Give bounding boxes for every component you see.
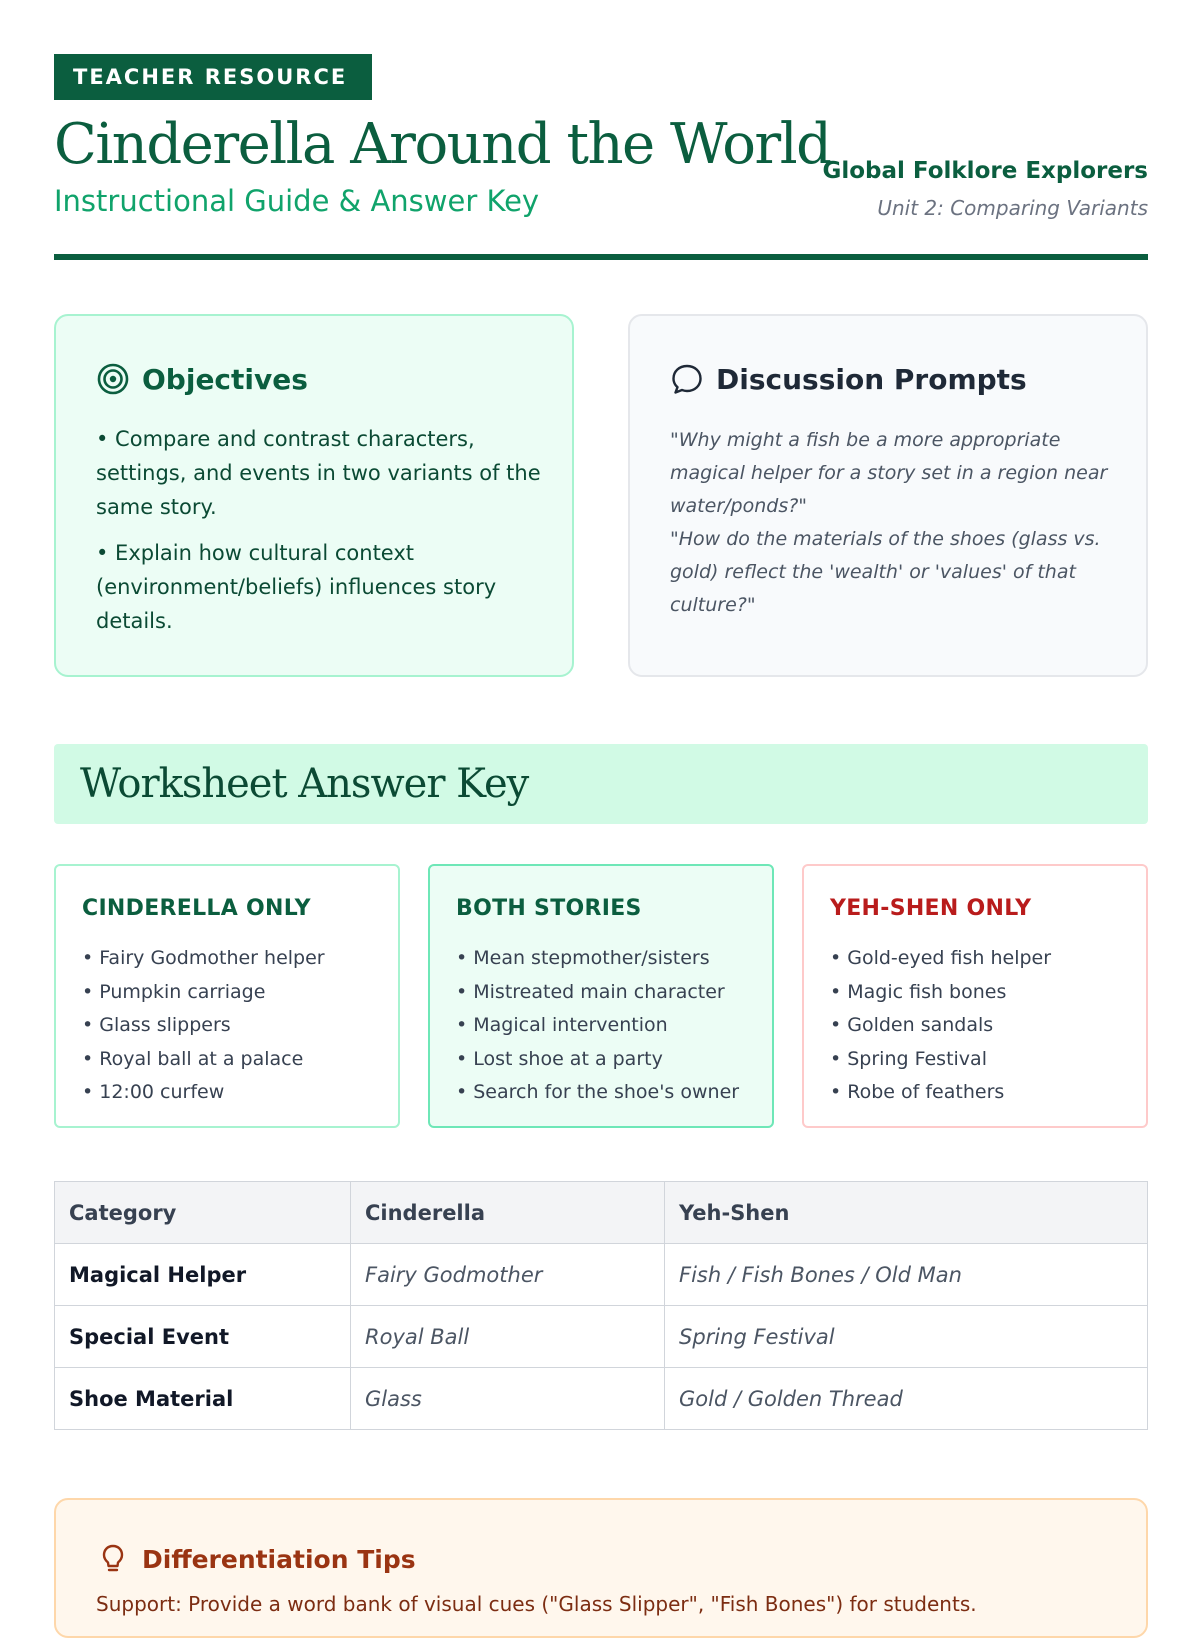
row-category: Shoe Material (55, 1368, 351, 1430)
column-title: YEH-SHEN ONLY (830, 896, 1032, 921)
objectives-title: Objectives (142, 362, 308, 396)
yeh-shen-only-column (802, 864, 1148, 1128)
both-stories-column (428, 864, 774, 1128)
list-item: • Pumpkin carriage (82, 980, 266, 1003)
discussion-header (670, 362, 1027, 396)
tips-text: Support: Provide a word bank of visual cues ("Glass Slipper", "Fish Bones") for students. (96, 1592, 977, 1616)
column-header: Cinderella (351, 1182, 665, 1244)
header-divider (54, 254, 1148, 260)
list-item: • Spring Festival (830, 1047, 987, 1070)
table-row (55, 1368, 1148, 1430)
list-item: • Search for the shoe's owner (456, 1081, 740, 1103)
list-item: • Fairy Godmother helper (82, 947, 325, 969)
objectives-card (54, 314, 574, 677)
objective-item: • Compare and contrast characters, settings, and events in two variants of the same story. (96, 427, 541, 519)
series-brand: Global Folklore Explorers (822, 158, 1148, 184)
column-header: Category (55, 1182, 351, 1244)
discussion-prompt: "How do the materials of the shoes (glass vs. gold) reflect the 'wealth' or 'values' of that culture?" (670, 528, 1101, 616)
discussion-prompts (670, 424, 1110, 622)
yeh-shen-cell: Spring Festival (665, 1306, 1148, 1368)
column-list (82, 942, 325, 1110)
list-item: • Golden sandals (830, 1014, 994, 1036)
page-title: Cinderella Around the World (54, 112, 831, 177)
yeh-shen-cell: Fish / Fish Bones / Old Man (665, 1244, 1148, 1306)
list-item: • Robe of feathers (830, 1081, 1005, 1103)
chat-bubble-icon (670, 362, 704, 396)
cinderella-cell: Glass (351, 1368, 665, 1430)
page-subtitle: Instructional Guide & Answer Key (54, 184, 540, 218)
list-item: • Lost shoe at a party (456, 1047, 663, 1070)
row-category: Special Event (55, 1306, 351, 1368)
list-item: • Glass slippers (82, 1014, 231, 1036)
list-item: • Mean stepmother/sisters (456, 947, 710, 969)
list-item: • 12:00 curfew (82, 1081, 225, 1103)
yeh-shen-cell: Gold / Golden Thread (665, 1368, 1148, 1430)
differentiation-tips-card (54, 1498, 1148, 1638)
table-row (55, 1306, 1148, 1368)
cinderella-cell: Fairy Godmother (351, 1244, 665, 1306)
objectives-header (96, 362, 308, 396)
target-icon (96, 362, 130, 396)
list-item: • Mistreated main character (456, 980, 725, 1003)
column-header: Yeh-Shen (665, 1182, 1148, 1244)
cinderella-cell: Royal Ball (351, 1306, 665, 1368)
list-item: • Gold-eyed fish helper (830, 947, 1052, 969)
lightbulb-icon (96, 1542, 130, 1576)
column-title: CINDERELLA ONLY (82, 896, 311, 921)
unit-label: Unit 2: Comparing Variants (877, 196, 1148, 220)
answer-key-heading: Worksheet Answer Key (54, 744, 1148, 824)
tips-title: Differentiation Tips (142, 1544, 416, 1574)
row-category: Magical Helper (55, 1244, 351, 1306)
teacher-resource-tag: TEACHER RESOURCE (54, 54, 372, 100)
objective-item: • Explain how cultural context (environment/beliefs) influences story details. (96, 541, 497, 633)
tips-header (96, 1542, 416, 1576)
table-header-row (55, 1182, 1148, 1244)
list-item: • Magic fish bones (830, 980, 1007, 1003)
column-title: BOTH STORIES (456, 896, 642, 921)
column-list (830, 942, 1051, 1110)
comparison-table (54, 1181, 1148, 1430)
discussion-card (628, 314, 1148, 677)
discussion-prompt: "Why might a fish be a more appropriate magical helper for a story set in a region near water/ponds?" (670, 429, 1108, 517)
discussion-title: Discussion Prompts (716, 362, 1027, 396)
list-item: • Magical intervention (456, 1014, 668, 1036)
objectives-list (96, 422, 546, 650)
cinderella-only-column (54, 864, 400, 1128)
list-item: • Royal ball at a palace (82, 1047, 304, 1070)
table-row (55, 1244, 1148, 1306)
column-list (456, 942, 739, 1110)
